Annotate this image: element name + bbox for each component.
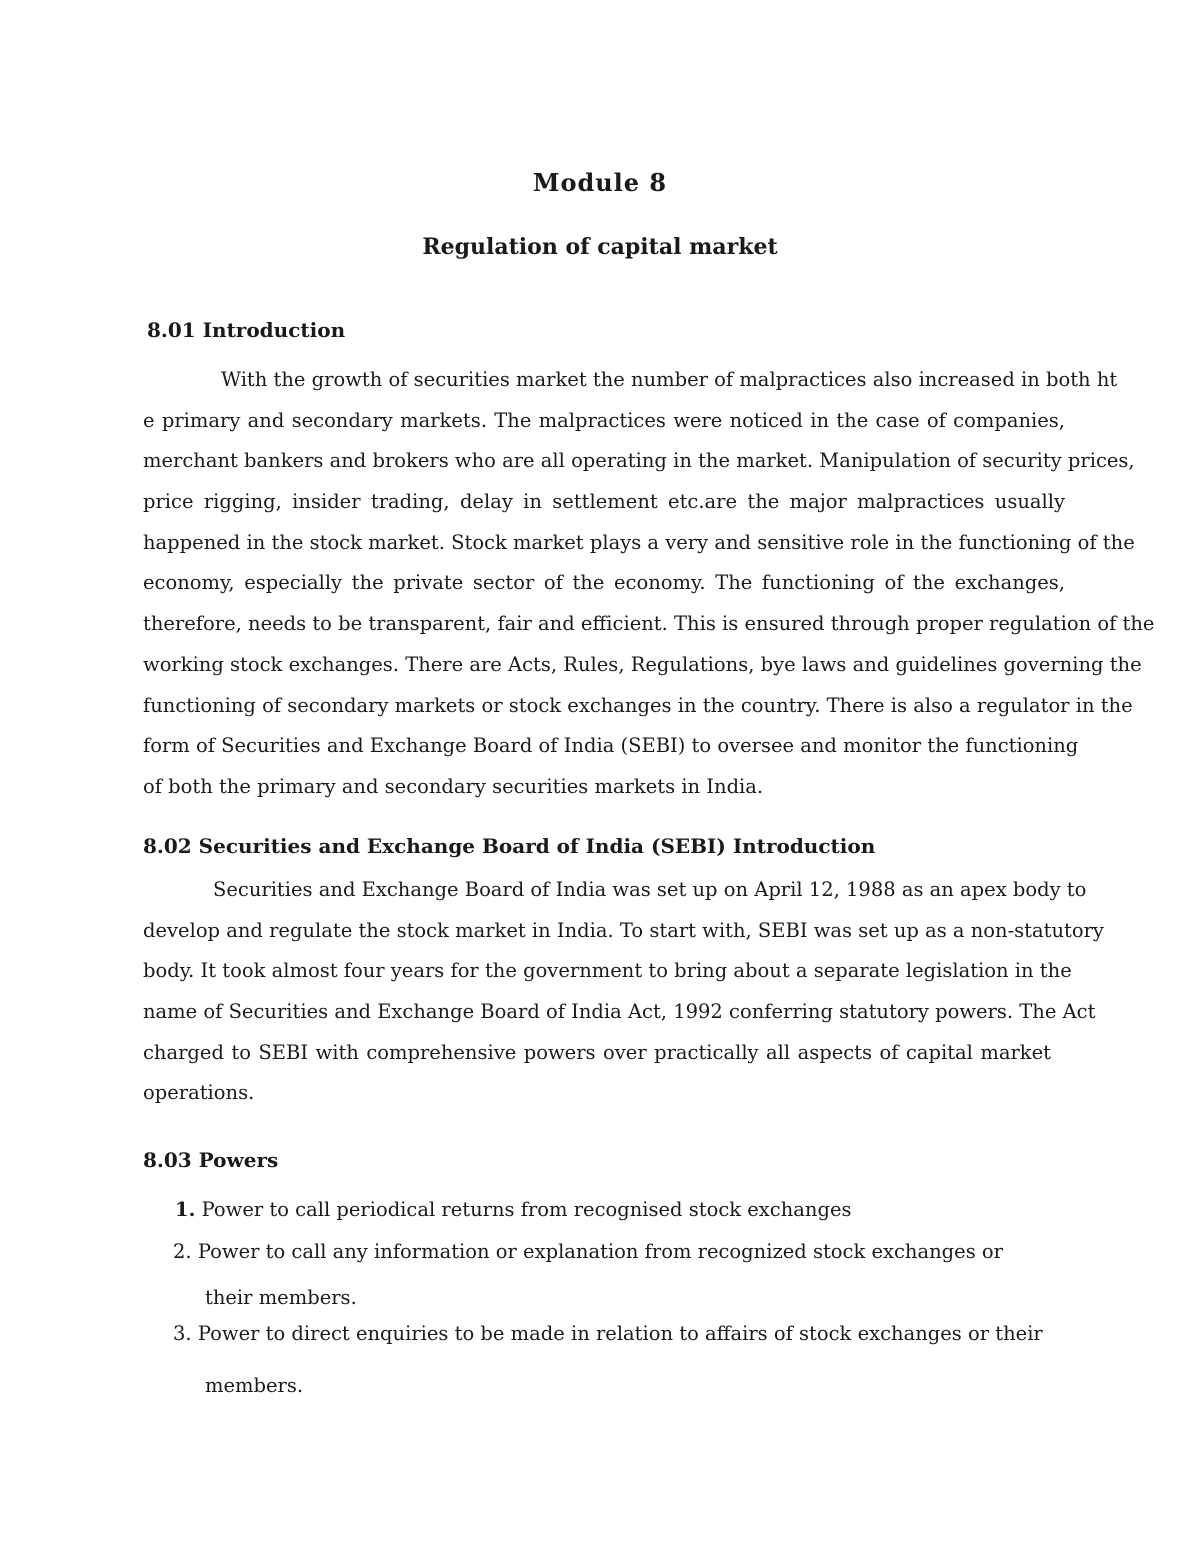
paragraph-line: name of Securities and Exchange Board of India Act, 1992 conferring statutory powers. The Act <box>143 1000 1096 1024</box>
list-item <box>173 1240 1003 1263</box>
paragraph-line: happened in the stock market. Stock market plays a very and sensitive role in the functioning of the <box>143 530 1135 554</box>
paragraph-line: price rigging, insider trading, delay in settlement etc.are the major malpractices usually <box>143 490 1065 514</box>
section-801-heading: 8.01 Introduction <box>147 318 346 342</box>
paragraph-line: develop and regulate the stock market in India. To start with, SEBI was set up as a non-statutory <box>143 918 1104 942</box>
section-803-heading: 8.03 Powers <box>143 1148 279 1172</box>
section-801-paragraph <box>143 360 1155 808</box>
paragraph-line: functioning of secondary markets or stock exchanges in the country. There is also a regulator in the <box>143 693 1133 717</box>
paragraph-line: of both the primary and secondary securities markets in India. <box>143 774 764 798</box>
list-item-continuation: members. <box>205 1374 304 1397</box>
paragraph-line: Securities and Exchange Board of India was set up on April 12, 1988 as an apex body to <box>213 878 1087 901</box>
section-802-heading: 8.02 Securities and Exchange Board of India (SEBI) Introduction <box>143 834 876 858</box>
list-item-number: 2. <box>173 1240 192 1263</box>
paragraph-line: working stock exchanges. There are Acts, Rules, Regulations, bye laws and guidelines governing the <box>143 652 1142 676</box>
paragraph-line: therefore, needs to be transparent, fair and efficient. This is ensured through proper regulation of the <box>143 612 1155 636</box>
paragraph-line: merchant bankers and brokers who are all operating in the market. Manipulation of security prices, <box>143 449 1135 473</box>
paragraph-line: economy, especially the private sector of the economy. The functioning of the exchanges, <box>143 571 1065 595</box>
list-item-text: Power to direct enquiries to be made in relation to affairs of stock exchanges or their <box>197 1322 1043 1345</box>
paragraph-line: e primary and secondary markets. The malpractices were noticed in the case of companies, <box>143 408 1065 432</box>
module-title: Module 8 <box>532 168 668 197</box>
paragraph-line: body. It took almost four years for the government to bring about a separate legislation in the <box>143 959 1072 983</box>
list-item <box>175 1198 852 1221</box>
paragraph-line: operations. <box>143 1081 255 1105</box>
paragraph-line: charged to SEBI with comprehensive powers over practically all aspects of capital market <box>143 1040 1051 1064</box>
list-item-number: 3. <box>173 1322 192 1345</box>
list-item <box>173 1322 1043 1345</box>
paragraph-line: With the growth of securities market the number of malpractices also increased in both ht <box>221 368 1118 391</box>
list-item-text: Power to call any information or explanation from recognized stock exchanges or <box>197 1240 1003 1263</box>
list-item-continuation: their members. <box>205 1286 357 1309</box>
paragraph-line: form of Securities and Exchange Board of India (SEBI) to oversee and monitor the functioning <box>143 734 1079 758</box>
list-item-text: Power to call periodical returns from recognised stock exchanges <box>201 1198 852 1221</box>
section-802-paragraph <box>143 870 1104 1114</box>
list-item-number: 1. <box>175 1198 196 1221</box>
module-subtitle: Regulation of capital market <box>422 234 778 260</box>
